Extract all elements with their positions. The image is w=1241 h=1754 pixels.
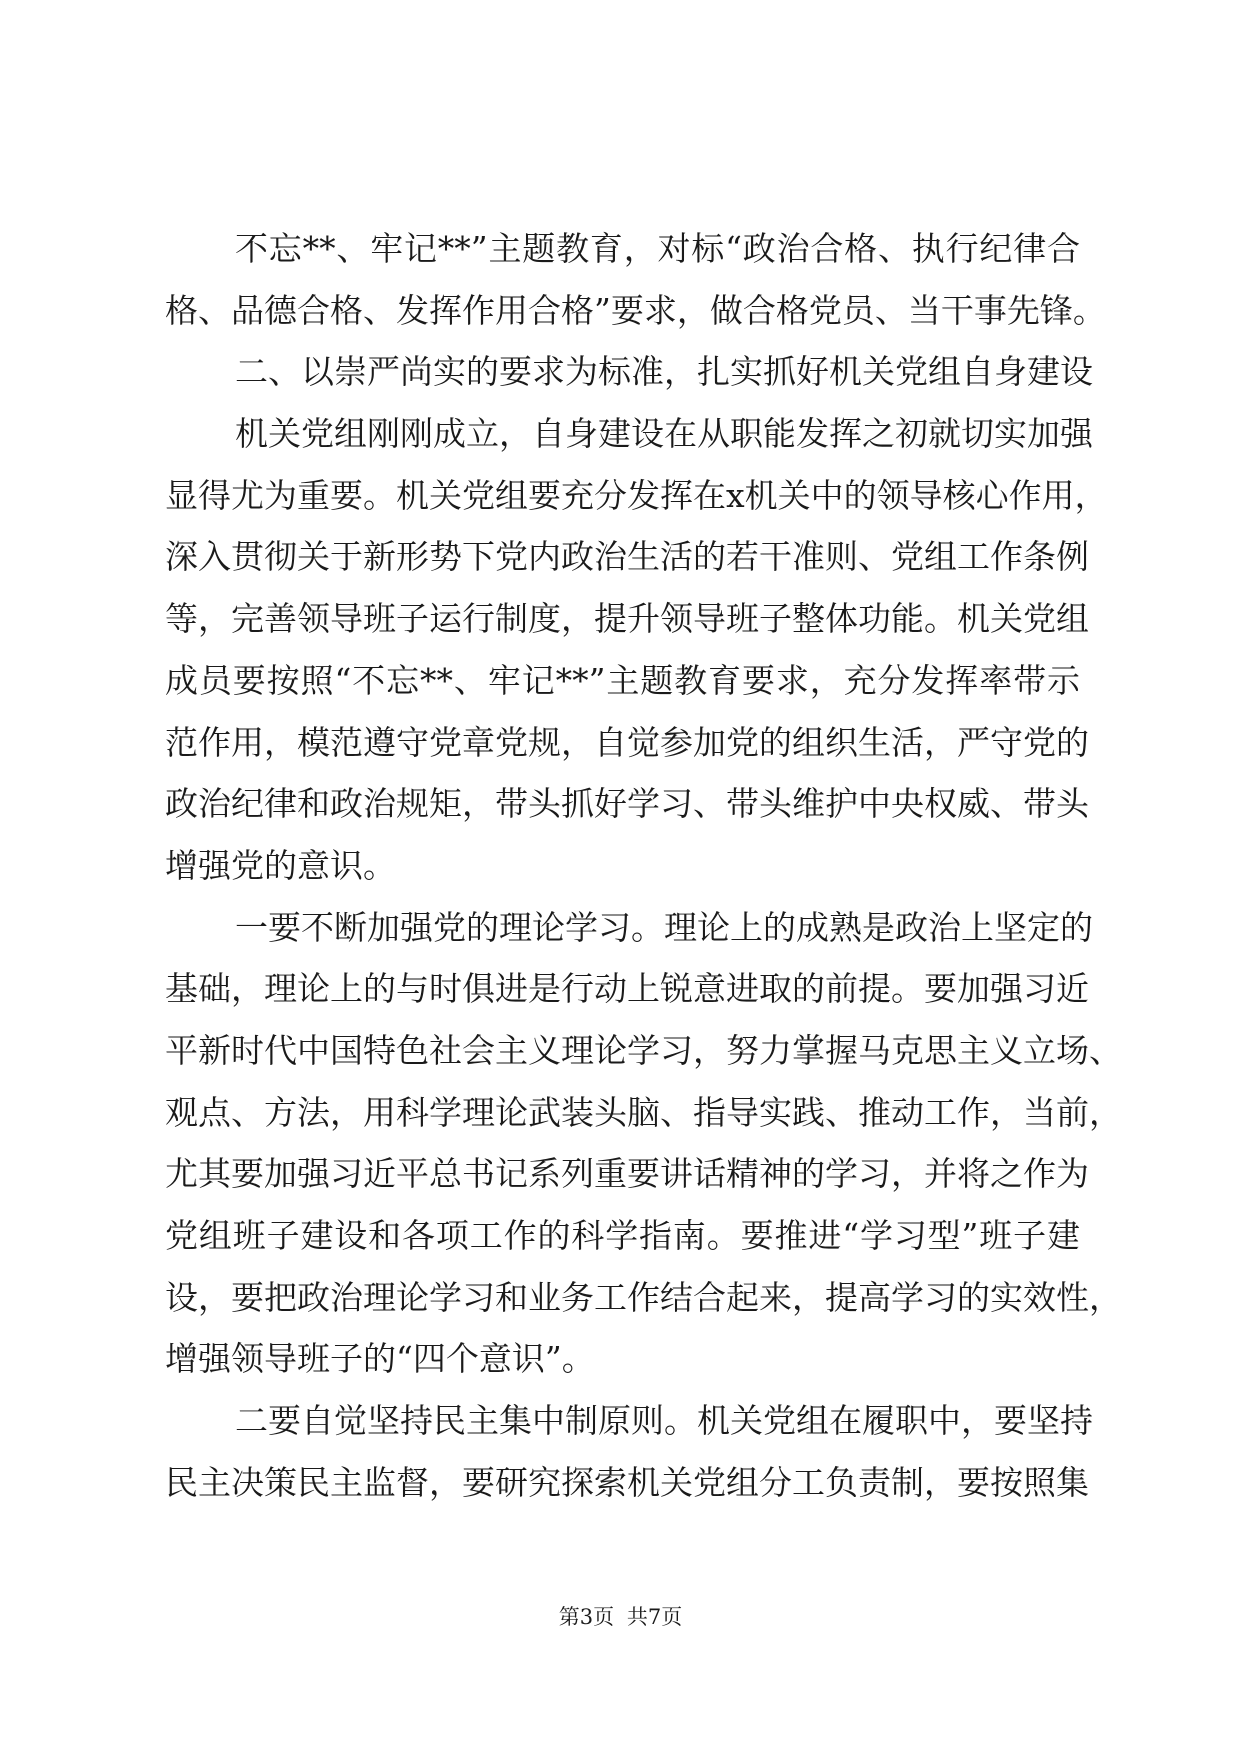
text-line: 民主决策民主监督，要研究探索机关党组分工负责制，要按照集 bbox=[165, 1462, 1089, 1502]
text-line: 范作用，模范遵守党章党规，自觉参加党的组织生活，严守党的 bbox=[165, 722, 1089, 762]
text-line: 基础，理论上的与时俱进是行动上锐意进取的前提。要加强习近 bbox=[165, 969, 1089, 1009]
text-line: 格、品德合格、发挥作用合格”要求，做合格党员、当干事先锋。 bbox=[165, 290, 1106, 330]
text-line: 一要不断加强党的理论学习。理论上的成熟是政治上坚定的 bbox=[235, 907, 1093, 947]
text-line: 增强领导班子的“四个意识”。 bbox=[165, 1339, 595, 1379]
text-line: 观点、方法，用科学理论武装头脑、指导实践、推动工作，当前， bbox=[165, 1092, 1122, 1132]
page-number: 第3页 bbox=[558, 1605, 615, 1629]
page-footer bbox=[0, 1603, 1241, 1631]
text-line: 不忘**、牢记**”主题教育，对标“政治合格、执行纪律合 bbox=[235, 229, 1080, 268]
text-line: 增强党的意识。 bbox=[165, 845, 396, 885]
text-line: 成员要按照“不忘**、牢记**”主题教育要求，充分发挥率带示 bbox=[165, 660, 1080, 700]
text-line: 机关党组刚刚成立，自身建设在从职能发挥之初就切实加强 bbox=[235, 414, 1093, 454]
text-line: 设，要把政治理论学习和业务工作结合起来，提高学习的实效性， bbox=[165, 1277, 1122, 1317]
text-line: 显得尤为重要。机关党组要充分发挥在x机关中的领导核心作用， bbox=[165, 475, 1108, 515]
text-line: 平新时代中国特色社会主义理论学习，努力掌握马克思主义立场、 bbox=[165, 1030, 1122, 1070]
text-line: 政治纪律和政治规矩，带头抓好学习、带头维护中央权威、带头 bbox=[165, 784, 1089, 824]
text-line: 党组班子建设和各项工作的科学指南。要推进“学习型”班子建 bbox=[165, 1216, 1080, 1255]
text-line: 二要自觉坚持民主集中制原则。机关党组在履职中，要坚持 bbox=[235, 1401, 1093, 1441]
document-body bbox=[165, 229, 1122, 1524]
text-line: 深入贯彻关于新形势下党内政治生活的若干准则、党组工作条例 bbox=[165, 537, 1089, 577]
text-line: 尤其要加强习近平总书记系列重要讲话精神的学习，并将之作为 bbox=[165, 1154, 1089, 1194]
text-line: 等，完善领导班子运行制度，提升领导班子整体功能。机关党组 bbox=[165, 599, 1089, 639]
text-line: 二、以崇严尚实的要求为标准，扎实抓好机关党组自身建设 bbox=[235, 352, 1093, 392]
page-total: 共7页 bbox=[626, 1605, 683, 1629]
